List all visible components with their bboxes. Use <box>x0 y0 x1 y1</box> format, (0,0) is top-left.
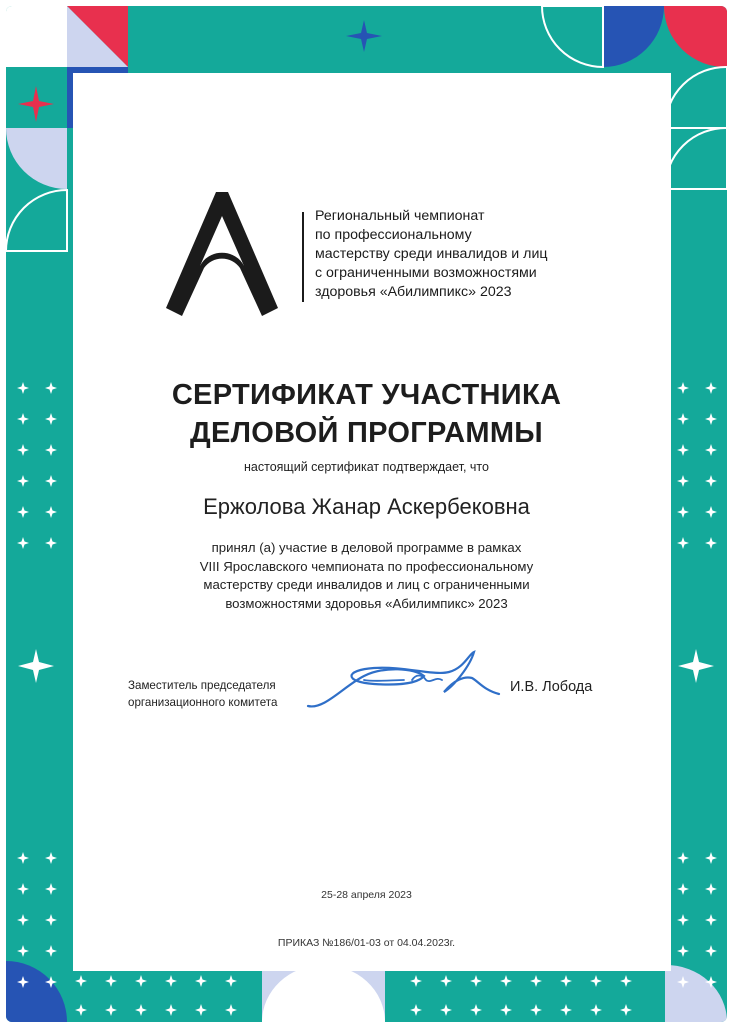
sparkle-star-icon <box>677 914 689 926</box>
order-reference: ПРИКАЗ №186/01-03 от 04.04.2023г. <box>277 937 456 949</box>
sparkle-star-icon <box>500 1004 512 1016</box>
event-dates: 25-28 апреля 2023 <box>321 889 412 901</box>
logo-divider <box>302 212 304 302</box>
sparkle-star-icon <box>17 914 29 926</box>
sparkle-star-icon <box>410 1004 422 1016</box>
sparkle-star-icon <box>677 475 689 487</box>
title-line: ДЕЛОВОЙ ПРОГРАММЫ <box>190 417 543 449</box>
confirm-text: настоящий сертификат подтверждает, что <box>244 460 489 474</box>
sparkle-star-icon <box>75 1004 87 1016</box>
sparkle-star-icon <box>590 975 602 987</box>
sparkle-star-icon <box>410 975 422 987</box>
abilimpix-logo-icon <box>166 192 278 322</box>
sparkle-star-icon <box>45 475 57 487</box>
body-line: VIII Ярославского чемпионата по профессиональному <box>199 558 534 574</box>
sparkle-star-icon <box>530 975 542 987</box>
sparkle-star-icon <box>75 975 87 987</box>
event-line: по профессиональному <box>315 227 472 243</box>
certificate-title <box>0 376 733 452</box>
body-line: возможностями здоровья «Абилимпикс» 2023 <box>225 595 508 611</box>
event-line: Региональный чемпионат <box>315 208 485 224</box>
sparkle-star-icon <box>17 475 29 487</box>
sparkle-star-icon <box>135 1004 147 1016</box>
sparkle-star-icon <box>45 852 57 864</box>
sparkle-star-icon <box>470 1004 482 1016</box>
sparkle-star-icon <box>500 975 512 987</box>
sparkle-star-icon <box>440 975 452 987</box>
signatory-name: И.В. Лобода <box>510 679 593 695</box>
sparkle-star-icon <box>560 1004 572 1016</box>
sparkle-star-icon <box>470 975 482 987</box>
sparkle-star-icon <box>195 975 207 987</box>
sparkle-star-icon <box>17 852 29 864</box>
event-description <box>315 207 615 302</box>
sparkle-star-icon <box>165 1004 177 1016</box>
sparkle-star-icon <box>225 975 237 987</box>
sparkle-star-icon <box>135 975 147 987</box>
sparkle-star-icon <box>225 1004 237 1016</box>
sparkle-star-icon <box>105 975 117 987</box>
sparkle-star-icon <box>440 1004 452 1016</box>
body-line: мастерству среди инвалидов и лиц с ограниченными <box>203 577 530 592</box>
sparkle-star-icon <box>705 852 717 864</box>
participation-text <box>0 539 733 613</box>
signature <box>304 646 504 716</box>
sparkle-star-icon <box>530 1004 542 1016</box>
sparkle-star-icon <box>105 1004 117 1016</box>
title-line: СЕРТИФИКАТ УЧАСТНИКА <box>171 379 562 411</box>
sparkle-star-icon <box>195 1004 207 1016</box>
sparkle-star-icon <box>165 975 177 987</box>
body-line: принял (а) участие в деловой программе в рамках <box>211 540 522 555</box>
participant-name: Ержолова Жанар Аскербековна <box>203 494 530 519</box>
signatory-position <box>128 677 277 711</box>
sparkle-star-icon <box>620 975 632 987</box>
sparkle-star-icon <box>45 914 57 926</box>
event-line: с ограниченными возможностями <box>315 265 537 281</box>
sparkle-star-icon <box>590 1004 602 1016</box>
sparkle-star-icon <box>560 975 572 987</box>
sparkle-star-icon <box>705 475 717 487</box>
sparkle-star-icon <box>705 914 717 926</box>
position-line: организационного комитета <box>128 696 278 709</box>
event-line: мастерству среди инвалидов и лиц <box>315 246 548 262</box>
position-line: Заместитель председателя <box>128 679 276 692</box>
sparkle-star-icon <box>620 1004 632 1016</box>
event-line: здоровья «Абилимпикс» 2023 <box>315 284 512 300</box>
sparkle-star-icon <box>677 852 689 864</box>
